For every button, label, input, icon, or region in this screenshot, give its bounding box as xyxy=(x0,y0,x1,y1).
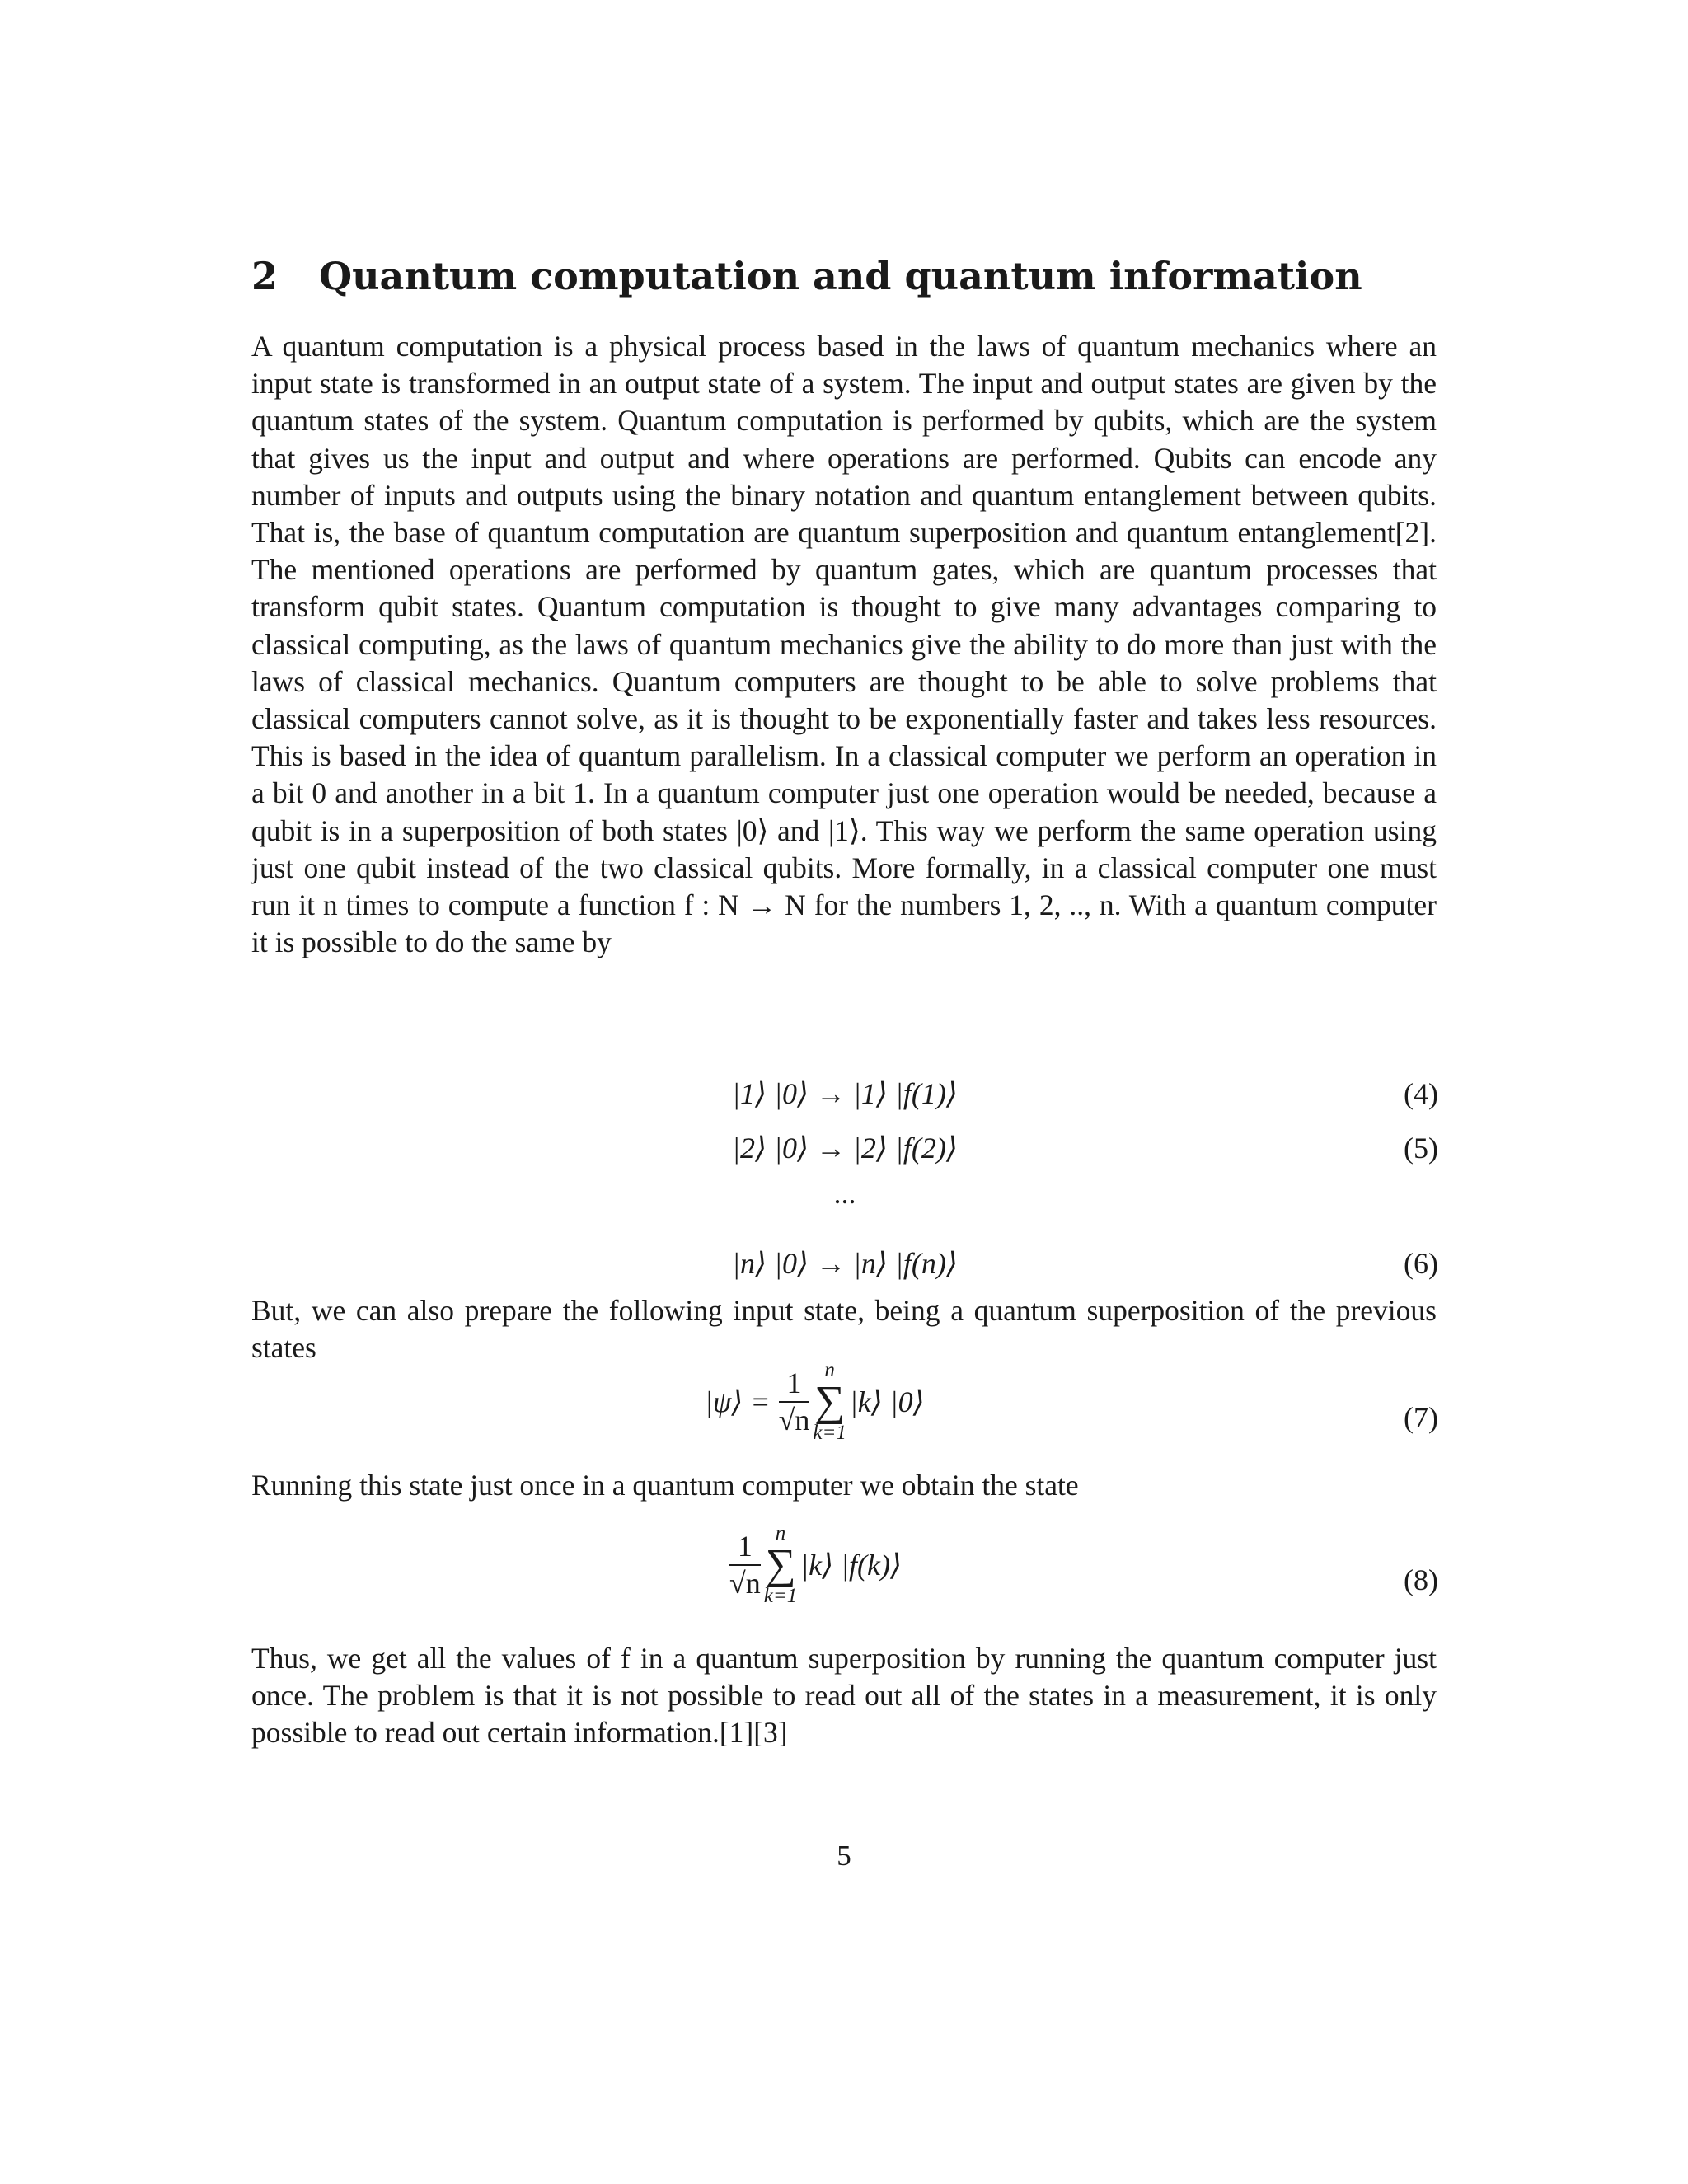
equation-7-fraction-numerator: 1 xyxy=(779,1366,810,1403)
equation-5 xyxy=(251,1127,1438,1169)
equation-6 xyxy=(251,1243,1438,1284)
equation-7-number-row xyxy=(251,1372,1438,1463)
equation-4-number: (4) xyxy=(1404,1077,1438,1110)
equation-ellipsis: ... xyxy=(833,1177,856,1210)
equation-8-number-row xyxy=(251,1535,1438,1625)
body-paragraph-1: A quantum computation is a physical process based in the laws of quantum mechanics where an input state is transformed in an output state of a system. The input and output states are given by the quantum states of the system. Quantum computation is performed by qubits, which are the system that gives us the input and output and where operations are performed. Qubits can encode any number of inputs and outputs using the binary notation and quantum entanglement between qubits. That is, the base of quantum computation are quantum superposition and quantum entanglement[2]. The mentioned operations are performed by quantum gates, which are quantum processes that transform qubit states. Quantum computation is thought to give many advantages comparing to classical computing, as the laws of quantum mechanics give the ability to do more than just with the laws of classical mechanics. Quantum computers are thought to be able to solve problems that classical computers cannot solve, as it is thought to be exponentially faster and takes less resources. This is based in the idea of quantum parallelism. In a classical computer we perform an operation in a bit 0 and another in a bit 1. In a quantum computer just one operation would be needed, because a qubit is in a superposition of both states |0⟩ and |1⟩. This way we perform the same operation using just one qubit instead of the two classical qubits. More formally, in a classical computer one must run it n times to compute a function f : N → N for the numbers 1, 2, .., n. With a quantum computer it is possible to do the same by xyxy=(251,330,1437,959)
body-paragraph-2: But, we can also prepare the following input state, being a quantum superposition of the previous states xyxy=(251,1294,1437,1365)
equation-5-expression: |2⟩ |0⟩ → |2⟩ |f(2)⟩ xyxy=(732,1132,958,1165)
equation-7-fraction-denominator: √n xyxy=(778,1404,810,1436)
equation-5-number: (5) xyxy=(1404,1132,1438,1165)
equation-7-lhs: |ψ⟩ = xyxy=(705,1385,771,1418)
equation-8-fraction-denominator: √n xyxy=(729,1567,761,1600)
section-number: 2 xyxy=(251,254,279,298)
page-number: 5 xyxy=(837,1840,851,1872)
equation-8-sum-symbol: ∑ xyxy=(765,1541,796,1588)
equation-7-sum-upper: n xyxy=(824,1359,835,1381)
equation-8-fraction-numerator: 1 xyxy=(729,1530,761,1566)
equation-4 xyxy=(251,1073,1438,1114)
section-title: Quantum computation and quantum information xyxy=(319,254,1362,298)
equation-8-rhs: |k⟩ |f(k)⟩ xyxy=(800,1549,903,1582)
equation-7-rhs: |k⟩ |0⟩ xyxy=(849,1385,925,1418)
equation-8-sum-upper: n xyxy=(775,1522,786,1544)
body-paragraph-4: Thus, we get all the values of f in a quantum superposition by running the quantum computer just once. The problem is that it is not possible to read out all of the states in a measurement, it is only possible to read out certain information.[1][3] xyxy=(251,1642,1437,1750)
section-heading xyxy=(251,251,1438,301)
equation-7-sum-symbol: ∑ xyxy=(814,1378,846,1425)
equation-4-expression: |1⟩ |0⟩ → |1⟩ |f(1)⟩ xyxy=(732,1077,958,1110)
equation-6-number: (6) xyxy=(1404,1247,1438,1280)
body-paragraph-3: Running this state just once in a quantum computer we obtain the state xyxy=(251,1469,1079,1502)
equation-7-sum-lower: k=1 xyxy=(813,1422,846,1444)
equation-8-sum-lower: k=1 xyxy=(763,1585,798,1607)
equation-8-number: (8) xyxy=(1404,1563,1438,1596)
equation-6-expression: |n⟩ |0⟩ → |n⟩ |f(n)⟩ xyxy=(732,1247,958,1280)
equation-7-number: (7) xyxy=(1404,1401,1438,1434)
